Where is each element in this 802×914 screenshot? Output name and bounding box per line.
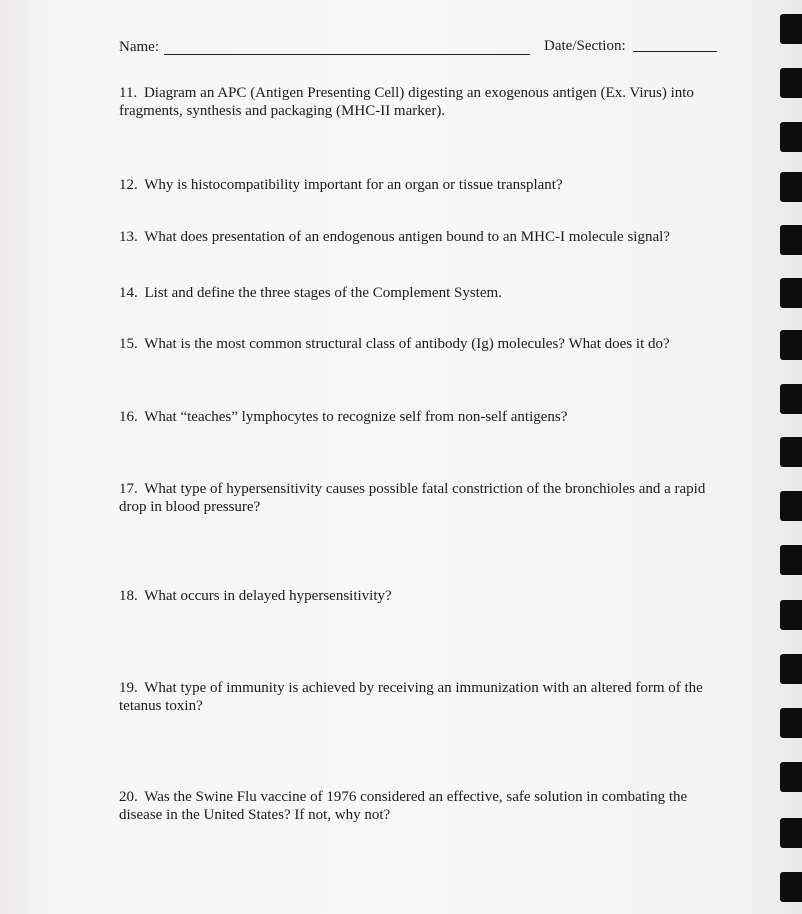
question-16: [119, 408, 729, 426]
question-text: Why is histocompatibility important for an organ or tissue transplant?: [144, 177, 563, 193]
question-text: What type of hypersensitivity causes possible fatal constriction of the bronchioles and a rapid drop in blood pressure?: [119, 481, 706, 515]
date-section-blank-line: [633, 51, 717, 52]
date-section-label: Date/Section:: [544, 38, 626, 54]
binding-hole: [780, 545, 802, 575]
question-number: 16.: [119, 409, 138, 425]
binding-hole: [780, 14, 802, 44]
question-text: Diagram an APC (Antigen Presenting Cell) digesting an exogenous antigen (Ex. Virus) into fragments, synthesis and packaging (MHC-II marker).: [119, 85, 694, 119]
question-number: 15.: [119, 336, 138, 352]
header-row: [119, 37, 719, 61]
question-text: What does presentation of an endogenous antigen bound to an MHC-I molecule signal?: [144, 229, 670, 245]
question-number: 20.: [119, 789, 138, 805]
binding-hole: [780, 68, 802, 98]
question-18: [119, 587, 729, 605]
question-number: 14.: [119, 285, 138, 301]
question-17: [119, 480, 729, 516]
question-number: 11.: [119, 85, 138, 101]
binding-hole: [780, 491, 802, 521]
binding-hole: [780, 172, 802, 202]
question-number: 19.: [119, 680, 138, 696]
binding-hole: [780, 330, 802, 360]
binding-hole: [780, 600, 802, 630]
question-13: [119, 228, 729, 246]
name-blank-line: [164, 54, 530, 55]
question-text: What type of immunity is achieved by receiving an immunization with an altered form of the tetanus toxin?: [119, 680, 703, 714]
question-text: Was the Swine Flu vaccine of 1976 considered an effective, safe solution in combating the disease in the United States? If not, why not?: [119, 789, 688, 823]
binding-hole: [780, 872, 802, 902]
binding-hole: [780, 762, 802, 792]
question-number: 18.: [119, 588, 138, 604]
binding-hole: [780, 437, 802, 467]
name-label: Name:: [119, 39, 159, 55]
question-text: What “teaches” lymphocytes to recognize self from non-self antigens?: [144, 409, 568, 425]
binding-hole: [780, 654, 802, 684]
binding-hole: [780, 122, 802, 152]
question-14: [119, 284, 729, 302]
question-number: 12.: [119, 177, 138, 193]
question-text: What is the most common structural class of antibody (Ig) molecules? What does it do?: [144, 336, 670, 352]
question-11: [119, 84, 729, 120]
question-number: 13.: [119, 229, 138, 245]
binding-hole: [780, 225, 802, 255]
question-number: 17.: [119, 481, 138, 497]
question-19: [119, 679, 729, 715]
question-15: [119, 335, 729, 353]
binding-hole: [780, 818, 802, 848]
binding-hole: [780, 384, 802, 414]
question-text: What occurs in delayed hypersensitivity?: [144, 588, 392, 604]
binding-hole: [780, 708, 802, 738]
binding-hole: [780, 278, 802, 308]
question-12: [119, 176, 729, 194]
question-20: [119, 788, 729, 824]
question-text: List and define the three stages of the Complement System.: [144, 285, 502, 301]
